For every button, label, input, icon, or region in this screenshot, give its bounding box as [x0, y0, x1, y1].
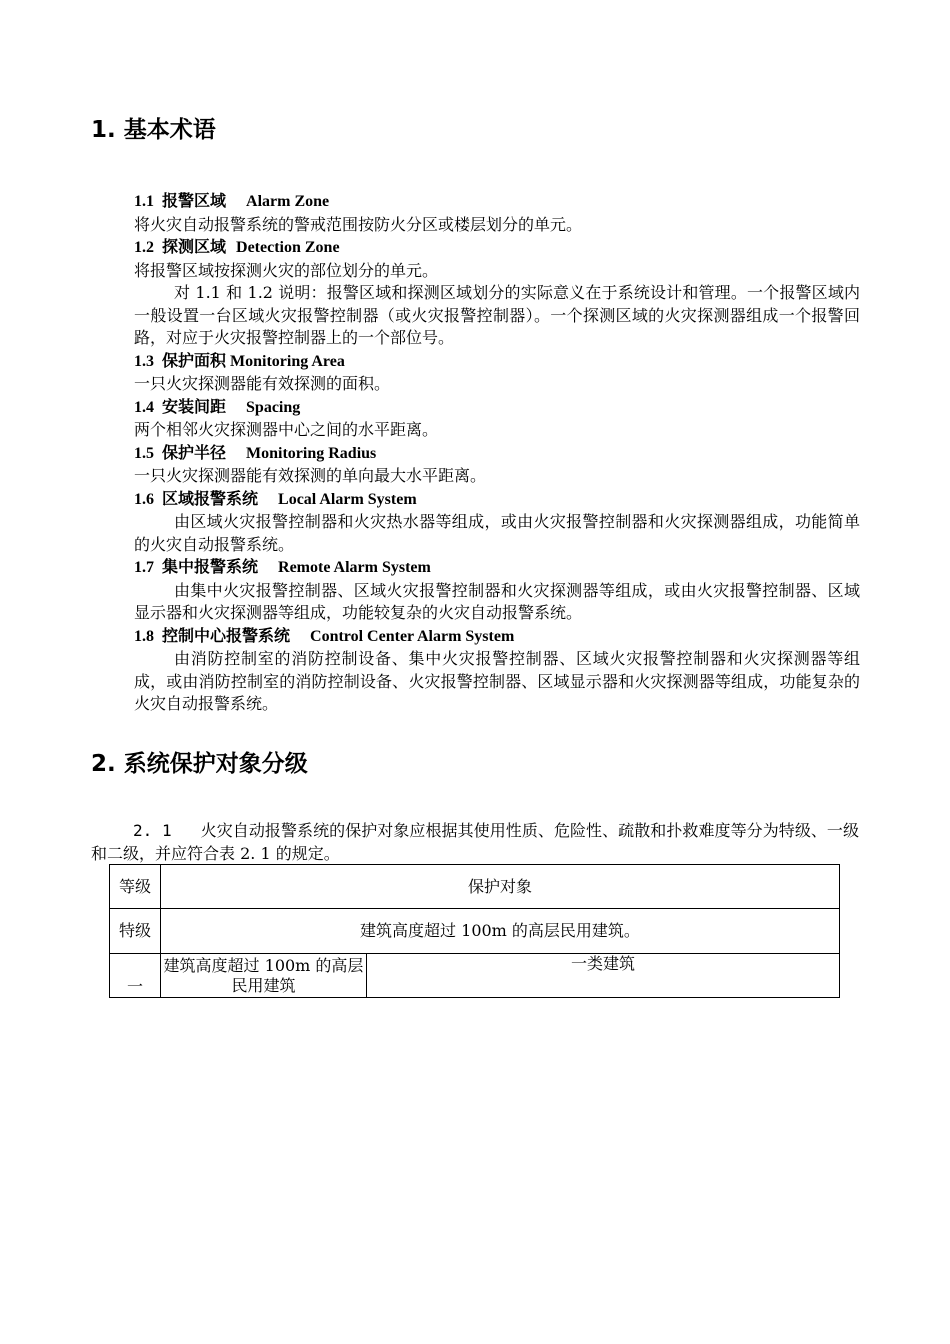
grade-first-cell: 一	[110, 954, 161, 998]
section-2-1-text: 火灾自动报警系统的保护对象应根据其使用性质、危险性、疏散和扑救难度等分为特级、一级和二级，并应符合表 2. 1 的规定。	[91, 821, 859, 863]
table-row	[110, 954, 840, 998]
term-1-6-definition: 由区域火灾报警控制器和火灾热水器等组成，或由火灾报警控制器和火灾探测器组成，功能简单的火灾自动报警系统。	[134, 512, 860, 554]
table-header-row	[110, 865, 840, 909]
term-number: 1.5	[134, 444, 154, 462]
term-zh: 报警区域	[162, 191, 227, 210]
section-2-1-paragraph	[91, 820, 859, 865]
term-1-3-definition: 一只火灾探测器能有效探测的面积。	[134, 374, 391, 393]
table-row	[110, 909, 840, 954]
term-zh: 控制中心报警系统	[162, 625, 291, 645]
term-zh: 集中报警系统	[162, 557, 259, 576]
section-1-number: 1.	[91, 117, 116, 143]
term-1-3-heading	[134, 350, 860, 374]
header-grade-cell: 等级	[110, 865, 161, 909]
term-1-5-definition: 一只火灾探测器能有效探测的单向最大水平距离。	[134, 466, 487, 485]
term-1-7-heading	[134, 556, 860, 580]
term-en: Monitoring Area	[230, 352, 345, 370]
term-1-8-heading	[134, 625, 860, 649]
object-special-cell: 建筑高度超过 100m 的高层民用建筑。	[161, 909, 840, 954]
protection-grade-table	[109, 864, 840, 998]
section-2-number: 2.	[91, 751, 116, 777]
term-zh: 保护面积	[162, 350, 227, 370]
term-en: Remote Alarm System	[278, 559, 431, 576]
section-2-heading	[91, 750, 308, 778]
term-en: Alarm Zone	[246, 193, 330, 210]
term-1-1-definition: 将火灾自动报警系统的警戒范围按防火分区或楼层划分的单元。	[134, 214, 583, 234]
category-first-cell: 建筑高度超过 100m 的高层民用建筑	[161, 954, 367, 998]
term-number: 1.1	[134, 193, 154, 210]
term-en: Local Alarm System	[278, 490, 417, 508]
term-1-2-heading	[134, 236, 860, 260]
term-en: Detection Zone	[236, 239, 340, 256]
term-zh: 探测区域	[162, 237, 227, 256]
term-zh: 安装间距	[162, 396, 227, 416]
term-en: Monitoring Radius	[246, 444, 377, 462]
term-1-4-definition: 两个相邻火灾探测器中心之间的水平距离。	[134, 420, 439, 439]
term-number: 1.6	[134, 490, 154, 508]
term-1-4-heading	[134, 396, 860, 420]
term-1-6-heading	[134, 488, 860, 512]
term-number: 1.2	[134, 239, 154, 256]
term-1-8-definition: 由消防控制室的消防控制设备、集中火灾报警控制器、区域火灾报警控制器和火灾探测器等组成，或由消防控制室的消防控制设备、火灾报警控制器、区域显示器和火灾探测器等组成，功能复杂的火灾自动报警系统。	[134, 649, 860, 713]
term-1-1-heading	[134, 190, 860, 214]
term-1-7-definition: 由集中火灾报警控制器、区域火灾报警控制器和火灾探测器等组成，或由火灾报警控制器、区域显示器和火灾探测器等组成，功能较复杂的火灾自动报警系统。	[134, 580, 860, 622]
term-number: 1.7	[134, 559, 154, 576]
header-object-cell: 保护对象	[161, 865, 840, 909]
terms-note: 对 1.1 和 1.2 说明：报警区域和探测区域划分的实际意义在于系统设计和管理。一个报警区域内一般设置一台区域火灾报警控制器（或火灾报警控制器）。一个探测区域的火灾探测器组成一个报警回路，对应于火灾报警控制器上的一个部位号。	[134, 283, 860, 347]
terms-list	[134, 190, 860, 716]
term-en: Control Center Alarm System	[310, 627, 515, 645]
term-zh: 区域报警系统	[162, 488, 259, 508]
term-number: 1.8	[134, 627, 154, 645]
section-2-title: 系统保护对象分级	[123, 751, 308, 777]
grade-special-cell: 特级	[110, 909, 161, 954]
term-zh: 保护半径	[162, 442, 227, 462]
term-1-5-heading	[134, 442, 860, 466]
term-1-2-definition: 将报警区域按探测火灾的部位划分的单元。	[134, 260, 439, 280]
term-number: 1.3	[134, 352, 154, 370]
object-first-cell: 一类建筑	[367, 954, 840, 998]
section-1-heading	[91, 116, 216, 144]
section-2-1-number: 2. 1	[133, 821, 172, 840]
term-en: Spacing	[246, 398, 301, 416]
term-number: 1.4	[134, 398, 154, 416]
section-1-title: 基本术语	[123, 117, 216, 143]
